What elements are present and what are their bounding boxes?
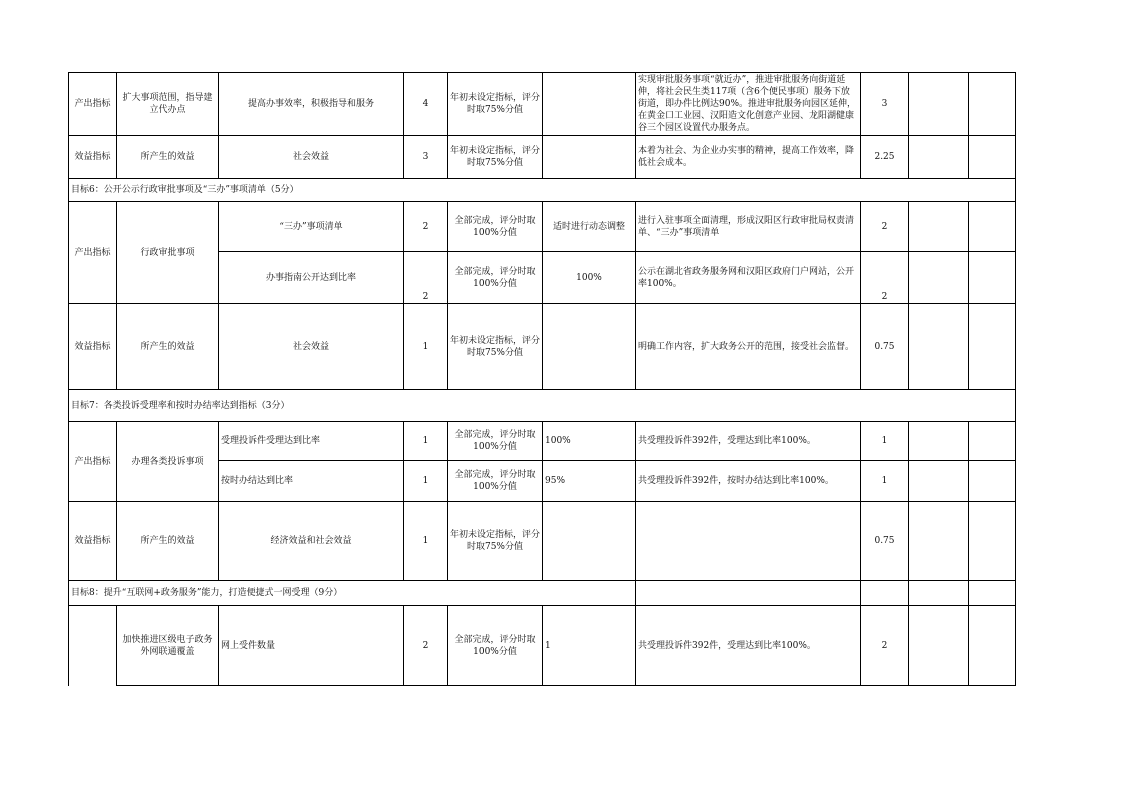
empty-cell [909,502,969,581]
sub-indicator-cell: 所产生的效益 [117,136,219,179]
score-cell: 2 [861,252,909,304]
target-cell: 年初未设定指标，评分时取75%分值 [448,304,543,390]
section-header-row [69,581,1016,606]
empty-cell [969,606,1016,686]
weight-cell: 2 [404,252,448,304]
empty-cell [969,304,1016,390]
score-cell: 3 [861,73,909,136]
empty-cell [909,252,969,304]
indicator-cell: 社会效益 [219,136,404,179]
category-cell [69,606,117,686]
table-row [69,136,1016,179]
category-cell: 产出指标 [69,422,117,502]
empty-cell [909,461,969,502]
empty-cell [969,461,1016,502]
actual-cell: 100% [543,422,636,461]
score-cell: 2 [861,606,909,686]
actual-cell: 适时进行动态调整 [543,202,636,252]
indicator-cell: 经济效益和社会效益 [219,502,404,581]
category-cell: 产出指标 [69,73,117,136]
indicator-cell: “三办”事项清单 [219,202,404,252]
empty-cell [909,581,969,606]
score-cell: 1 [861,461,909,502]
sub-indicator-cell: 加快推进区级电子政务外网联通覆盖 [117,606,219,686]
actual-cell [543,304,636,390]
goal-7-title: 目标7：各类投诉受理率和按时办结率达到指标（3分） [69,390,1016,422]
empty-cell [969,252,1016,304]
empty-cell [969,502,1016,581]
weight-cell: 4 [404,73,448,136]
score-cell: 0.75 [861,304,909,390]
sub-indicator-cell: 所产生的效益 [117,304,219,390]
performance-table [68,72,1016,686]
weight-cell: 3 [404,136,448,179]
indicator-cell: 按时办结达到比率 [219,461,404,502]
target-cell: 全部完成，评分时取100%分值 [448,422,543,461]
actual-cell [543,136,636,179]
category-cell: 效益指标 [69,502,117,581]
empty-cell [969,73,1016,136]
table-row [69,73,1016,136]
indicator-cell: 社会效益 [219,304,404,390]
table-row [69,304,1016,390]
table-row [69,502,1016,581]
note-cell [636,502,861,581]
sub-indicator-cell: 所产生的效益 [117,502,219,581]
weight-cell: 2 [404,202,448,252]
weight-cell: 1 [404,304,448,390]
section-header-row [69,390,1016,422]
note-cell: 本着为社会、为企业办实事的精神，提高工作效率，降低社会成本。 [636,136,861,179]
note-cell: 共受理投诉件392件，受理达到比率100%。 [636,606,861,686]
sub-indicator-cell: 办理各类投诉事项 [117,422,219,502]
weight-cell: 1 [404,461,448,502]
indicator-cell: 网上受件数量 [219,606,404,686]
note-cell: 公示在湖北省政务服务网和汉阳区政府门户网站，公开率100%。 [636,252,861,304]
actual-cell: 1 [543,606,636,686]
actual-cell [543,502,636,581]
section-header-row [69,179,1016,202]
goal-6-title: 目标6：公开公示行政审批事项及“三办”事项清单（5分） [69,179,1016,202]
target-cell: 年初未设定指标，评分时取75%分值 [448,502,543,581]
empty-cell [969,136,1016,179]
score-cell: 1 [861,422,909,461]
actual-cell: 100% [543,252,636,304]
weight-cell: 1 [404,502,448,581]
empty-cell [969,202,1016,252]
goal-8-title: 目标8：提升“互联网+政务服务”能力，打造便捷式一网受理（9分） [69,581,636,606]
note-cell: 共受理投诉件392件，受理达到比率100%。 [636,422,861,461]
note-cell: 共受理投诉件392件，按时办结达到比率100%。 [636,461,861,502]
score-cell: 0.75 [861,502,909,581]
target-cell: 年初未设定指标，评分时取75%分值 [448,136,543,179]
table-row [69,422,1016,461]
empty-cell [909,136,969,179]
note-cell: 明确工作内容，扩大政务公开的范围，接受社会监督。 [636,304,861,390]
note-cell: 实现审批服务事项“就近办”，推进审批服务向街道延伸，将社会民生类117项（含6个便民事项）服务下放街道，即办件比例达90%。推进审批服务向园区延伸，在黄金口工业园、汉阳造文化创意产业园、龙阳湖健康谷三个园区设置代办服务点。 [636,73,861,136]
target-cell: 全部完成，评分时取100%分值 [448,252,543,304]
empty-cell [909,202,969,252]
category-cell: 产出指标 [69,202,117,304]
target-cell: 全部完成，评分时取100%分值 [448,606,543,686]
empty-cell [969,422,1016,461]
weight-cell: 2 [404,606,448,686]
empty-cell [969,581,1016,606]
table-row [69,202,1016,252]
empty-cell [909,73,969,136]
target-cell: 全部完成，评分时取100%分值 [448,461,543,502]
indicator-cell: 提高办事效率，积极指导和服务 [219,73,404,136]
empty-cell [909,606,969,686]
sub-indicator-cell: 扩大事项范围，指导建立代办点 [117,73,219,136]
indicator-cell: 受理投诉件受理达到比率 [219,422,404,461]
category-cell: 效益指标 [69,136,117,179]
empty-cell [636,581,861,606]
indicator-cell: 办事指南公开达到比率 [219,252,404,304]
empty-cell [909,422,969,461]
target-cell: 年初未设定指标，评分时取75%分值 [448,73,543,136]
empty-cell [909,304,969,390]
category-cell: 效益指标 [69,304,117,390]
actual-cell: 95% [543,461,636,502]
empty-cell [861,581,909,606]
note-cell: 进行入驻事项全面清理，形成汉阳区行政审批局权责清单、“三办”事项清单 [636,202,861,252]
actual-cell [543,73,636,136]
weight-cell: 1 [404,422,448,461]
sub-indicator-cell: 行政审批事项 [117,202,219,304]
score-cell: 2.25 [861,136,909,179]
score-cell: 2 [861,202,909,252]
target-cell: 全部完成，评分时取100%分值 [448,202,543,252]
table-row [69,606,1016,686]
